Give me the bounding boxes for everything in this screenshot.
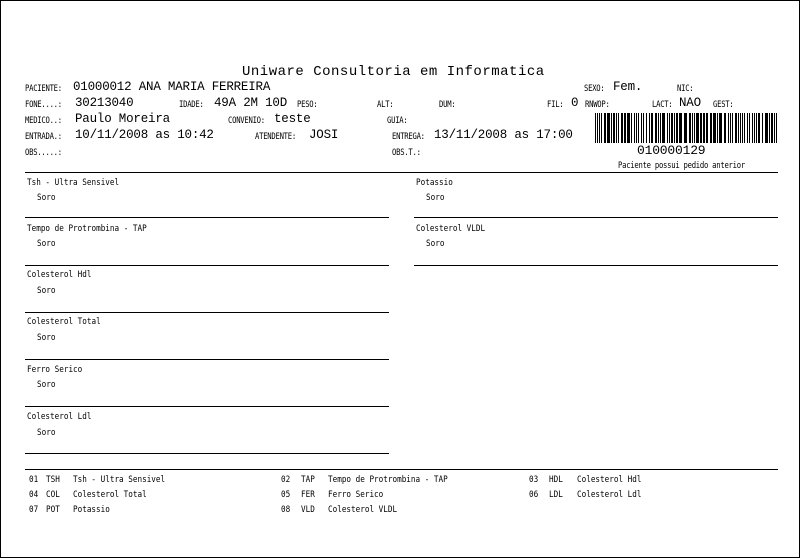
barcode-bar [724, 113, 726, 143]
exam-name: Colesterol Ldl [27, 412, 92, 422]
barcode-bar [624, 113, 626, 143]
barcode-bar [776, 113, 777, 143]
legend-name: Tempo de Protrombina - TAP [328, 475, 448, 485]
legend-num: 08 [281, 505, 291, 515]
exam-name: Tempo de Protrombina - TAP [27, 224, 147, 234]
fone-value: 30213040 [75, 96, 134, 110]
exam-material: Soro [37, 380, 56, 390]
exam-material: Soro [37, 333, 56, 343]
entrada-value: 10/11/2008 as 10:42 [75, 128, 214, 142]
legend-name: Colesterol Ldl [577, 490, 642, 500]
barcode-bar [604, 113, 606, 143]
barcode-bar [616, 113, 617, 143]
legend-name: Potassio [73, 505, 110, 515]
legend-code: TSH [46, 475, 60, 485]
exam-material: Soro [426, 239, 445, 249]
barcode-bar [676, 113, 678, 143]
convenio-value: teste [274, 112, 311, 126]
barcode-bar [694, 113, 695, 143]
dum-label: DUM: [439, 100, 456, 110]
barcode-bar [689, 113, 691, 143]
barcode-bar [674, 113, 675, 143]
rnwop-label: RNWOP: [585, 100, 610, 110]
barcode-bar [595, 113, 596, 143]
barcode-bar [749, 113, 750, 143]
convenio-label: CONVENIO: [228, 116, 265, 126]
alt-label: ALT: [377, 100, 394, 110]
paciente-value: 01000012 ANA MARIA FERREIRA [73, 80, 271, 94]
legend-name: Colesterol Total [73, 490, 147, 500]
legend-num: 02 [281, 475, 291, 485]
nic-label: NIC: [677, 84, 694, 94]
exam-name: Colesterol VLDL [416, 224, 486, 234]
legend-code: HDL [549, 475, 563, 485]
medico-label: MEDICO..: [25, 116, 62, 126]
exam-divider [25, 453, 389, 454]
peso-label: PESO: [297, 100, 318, 110]
paciente-label: PACIENTE: [25, 84, 62, 94]
barcode-bar [655, 113, 657, 143]
exam-name: Colesterol Total [27, 317, 101, 327]
guia-label: GUIA: [387, 116, 408, 126]
barcode-bar [641, 113, 642, 143]
barcode-bar [627, 113, 630, 143]
barcode-bar [713, 113, 716, 143]
exam-name: Colesterol Hdl [27, 270, 92, 280]
medico-value: Paulo Moreira [75, 112, 170, 126]
barcode-image [594, 113, 779, 143]
legend-code: VLD [301, 505, 315, 515]
barcode-bar [597, 113, 598, 143]
atendente-label: ATENDENTE: [255, 132, 296, 142]
exam-divider [414, 217, 778, 218]
barcode-bar [719, 113, 722, 143]
fil-value: 0 [571, 96, 579, 110]
barcode-bar [728, 113, 729, 143]
company-title: Uniware Consultoria em Informatica [242, 64, 545, 80]
exam-material: Soro [37, 239, 56, 249]
exam-material: Soro [37, 428, 56, 438]
obs-label: OBS.....: [25, 148, 62, 158]
pedido-anterior-note: Paciente possui pedido anterior [618, 161, 745, 171]
legend-num: 06 [529, 490, 539, 500]
barcode-bar [742, 113, 743, 143]
barcode-bar [662, 113, 665, 143]
barcode-bar [636, 113, 637, 143]
barcode-bar [769, 113, 770, 143]
exam-name: Potassio [416, 178, 453, 188]
barcode-bar [658, 113, 659, 143]
exam-material: Soro [37, 193, 56, 203]
barcode-bar [646, 113, 647, 143]
barcode-bar [621, 113, 623, 143]
lact-label: LACT: [652, 100, 673, 110]
legend-num: 03 [529, 475, 539, 485]
legend-name: Colesterol VLDL [328, 505, 398, 515]
barcode-bar [752, 113, 753, 143]
barcode-bar [643, 113, 644, 143]
exam-material: Soro [426, 193, 445, 203]
exam-divider [25, 265, 389, 266]
barcode-bar [660, 113, 661, 143]
barcode-bar [703, 113, 705, 143]
entrega-value: 13/11/2008 as 17:00 [434, 128, 573, 142]
barcode-bar [710, 113, 712, 143]
exam-name: Tsh - Ultra Sensivel [27, 178, 120, 188]
barcode-bar [651, 113, 653, 143]
barcode-bar [762, 113, 763, 143]
barcode-number: 010000129 [637, 143, 706, 158]
legend-code: FER [301, 490, 315, 500]
legend-num: 07 [29, 505, 39, 515]
idade-label: IDADE: [179, 100, 204, 110]
barcode-bar [756, 113, 757, 143]
barcode-bar [611, 113, 612, 143]
barcode-bar [618, 113, 619, 143]
idade-value: 49A 2M 10D [214, 96, 288, 110]
barcode-bar [638, 113, 639, 143]
exam-divider [414, 265, 778, 266]
barcode-bar [732, 113, 733, 143]
fone-label: FONE....: [25, 100, 62, 110]
legend-name: Ferro Serico [328, 490, 384, 500]
barcode-bar [613, 113, 615, 143]
barcode-bar [744, 113, 745, 143]
barcode-bar [667, 113, 668, 143]
lact-value: NAO [679, 96, 701, 110]
legend-num: 05 [281, 490, 291, 500]
legend-divider [25, 469, 778, 470]
legend-code: LDL [549, 490, 563, 500]
barcode-bar [740, 113, 741, 143]
exam-divider [25, 406, 389, 407]
barcode-bar [738, 113, 739, 143]
barcode-bar [607, 113, 610, 143]
exam-name: Ferro Serico [27, 365, 83, 375]
exam-divider [25, 359, 389, 360]
barcode-bar [631, 113, 632, 143]
legend-num: 01 [29, 475, 39, 485]
exam-divider [25, 217, 389, 218]
legend-num: 04 [29, 490, 39, 500]
atendente-value: JOSI [309, 128, 339, 142]
gest-label: GEST: [713, 100, 734, 110]
barcode-bar [765, 113, 768, 143]
barcode-bar [692, 113, 693, 143]
barcode-bar [599, 113, 600, 143]
barcode-bar [754, 113, 755, 143]
barcode-bar [758, 113, 760, 143]
barcode-bar [717, 113, 718, 143]
barcode-bar [671, 113, 673, 143]
entrega-label: ENTREGA: [392, 132, 425, 142]
sexo-label: SEXO: [584, 84, 605, 94]
barcode-bar [684, 113, 687, 143]
barcode-bar [634, 113, 635, 143]
barcode-bar [771, 113, 773, 143]
legend-code: POT [46, 505, 60, 515]
legend-name: Tsh - Ultra Sensivel [73, 475, 166, 485]
legend-name: Colesterol Hdl [577, 475, 642, 485]
legend-code: COL [46, 490, 60, 500]
barcode-bar [774, 113, 775, 143]
obst-label: OBS.T.: [392, 148, 421, 158]
barcode-bar [601, 113, 602, 143]
fil-label: FIL: [547, 100, 564, 110]
barcode-bar [730, 113, 731, 143]
exam-material: Soro [37, 286, 56, 296]
barcode-bar [669, 113, 670, 143]
barcode-bar [649, 113, 650, 143]
exam-divider [25, 312, 389, 313]
entrada-label: ENTRADA.: [25, 132, 62, 142]
barcode-bar [747, 113, 748, 143]
barcode-bar [696, 113, 699, 143]
barcode-bar [735, 113, 737, 143]
barcode-bar [706, 113, 708, 143]
header-divider [25, 172, 778, 173]
barcode-bar [700, 113, 702, 143]
barcode-bar [679, 113, 682, 143]
sexo-value: Fem. [613, 80, 643, 94]
legend-code: TAP [301, 475, 315, 485]
